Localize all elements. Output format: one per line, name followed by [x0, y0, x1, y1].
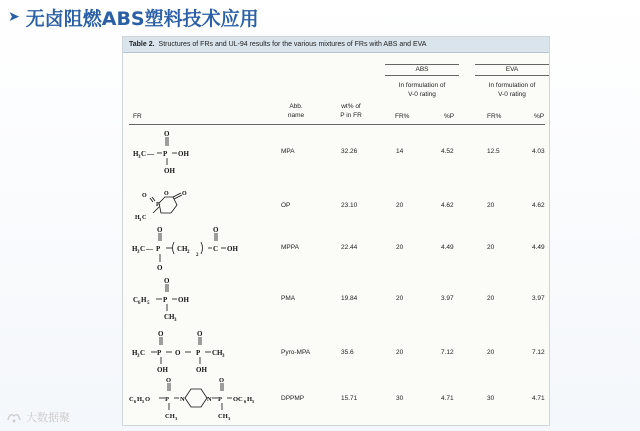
- wt-header-line1: wt% of: [341, 103, 361, 110]
- svg-text:OH: OH: [164, 167, 175, 175]
- mpa-structure-image: [129, 129, 249, 177]
- svg-text:CH: CH: [218, 413, 228, 420]
- row4-wt: 19.84: [341, 295, 358, 302]
- table-caption-label: Table 2.: [129, 41, 155, 48]
- row2-wt: 23.10: [341, 202, 358, 209]
- svg-text:3: 3: [228, 416, 231, 421]
- svg-text:5: 5: [147, 301, 150, 306]
- row6-wt: 15.71: [341, 395, 358, 402]
- row5-abb: Pyro-MPA: [281, 349, 311, 356]
- eva-frpct-header: FR%: [487, 113, 502, 120]
- svg-text:—: —: [146, 245, 153, 253]
- row2-eva-p: 4.62: [532, 202, 545, 209]
- eva-formulation-line1: In formulation of: [488, 82, 536, 89]
- eva-group-header: EVA: [505, 66, 519, 73]
- row1-abs-p: 4.52: [441, 148, 454, 155]
- row4-abs-p: 3.97: [441, 295, 454, 302]
- fr-column-header: FR: [133, 113, 142, 120]
- row3-eva-fr: 20: [487, 244, 495, 251]
- row3-eva-p: 4.49: [532, 244, 545, 251]
- svg-text:O: O: [142, 193, 147, 199]
- row6-eva-fr: 30: [487, 395, 495, 402]
- abs-group-header: ABS: [415, 66, 429, 73]
- row5-wt: 35.6: [341, 349, 354, 356]
- row4-abs-fr: 20: [396, 295, 404, 302]
- watermark-text: 大数据聚: [26, 411, 70, 424]
- row1-eva-fr: 12.5: [487, 148, 500, 155]
- svg-text:H: H: [133, 150, 139, 158]
- dppmp-structure-image: [127, 375, 267, 423]
- row6-abb: DPPMP: [281, 395, 305, 402]
- svg-text:6: 6: [134, 399, 137, 404]
- svg-text:2: 2: [196, 253, 199, 258]
- row3-abb: MPPA: [281, 244, 299, 251]
- svg-text:P: P: [196, 349, 201, 357]
- svg-text:3: 3: [138, 155, 141, 160]
- svg-text:O: O: [166, 377, 172, 384]
- svg-text:P: P: [157, 349, 162, 357]
- svg-text:O: O: [182, 191, 187, 197]
- abs-formulation-line2: V-0 rating: [408, 91, 436, 98]
- eva-header-rule-top: [475, 64, 549, 65]
- row4-abb: PMA: [281, 295, 296, 302]
- svg-text:3: 3: [137, 250, 140, 255]
- svg-text:3: 3: [139, 217, 142, 222]
- svg-text:H: H: [132, 349, 138, 357]
- svg-text:C: C: [141, 150, 147, 158]
- svg-text:OH: OH: [157, 366, 168, 374]
- svg-text:H: H: [247, 396, 253, 403]
- abs-ppct-header: %P: [444, 113, 455, 120]
- row4-eva-p: 3.97: [532, 295, 545, 302]
- svg-text:5: 5: [252, 399, 255, 404]
- abb-header-line2: name: [287, 112, 305, 119]
- svg-text:O: O: [175, 349, 181, 357]
- svg-text:P: P: [163, 296, 168, 304]
- pyro-mpa-structure-image: [129, 329, 259, 377]
- pma-structure-image: [129, 276, 249, 324]
- table-caption: [123, 37, 549, 53]
- row2-abs-fr: 20: [396, 202, 404, 209]
- arrow-bullet-icon: ➤: [8, 9, 20, 25]
- svg-text:3: 3: [174, 318, 177, 323]
- svg-text:O: O: [157, 264, 163, 272]
- mppa-structure-image: [129, 225, 259, 273]
- eva-formulation-line2: V-0 rating: [498, 91, 526, 98]
- svg-text:O: O: [164, 277, 170, 285]
- row6-abs-fr: 30: [396, 395, 404, 402]
- slide-title-text: 无卤阻燃ABS塑料技术应用: [25, 7, 259, 30]
- row2-abs-p: 4.62: [441, 202, 454, 209]
- svg-text:H: H: [137, 396, 143, 403]
- row3-abs-p: 4.49: [441, 244, 454, 251]
- watermark: [6, 408, 70, 426]
- svg-text:P: P: [163, 150, 168, 158]
- row5-eva-fr: 20: [487, 349, 495, 356]
- row2-eva-fr: 20: [487, 202, 495, 209]
- row3-wt: 22.44: [341, 244, 358, 251]
- row1-wt: 32.26: [341, 148, 358, 155]
- abs-frpct-header: FR%: [395, 113, 410, 120]
- svg-text:OH: OH: [227, 245, 238, 253]
- abs-header-rule-mid: [385, 75, 459, 76]
- watermark-logo-icon: [6, 410, 22, 424]
- op-structure-image: [129, 183, 249, 227]
- svg-text:O: O: [157, 226, 163, 234]
- svg-text:H: H: [135, 215, 140, 221]
- svg-text:CH: CH: [177, 245, 188, 253]
- svg-text:O: O: [164, 130, 170, 138]
- svg-text:6: 6: [244, 399, 247, 404]
- svg-text:P: P: [156, 245, 161, 253]
- abs-header-rule-top: [385, 64, 459, 65]
- row1-eva-p: 4.03: [532, 148, 545, 155]
- eva-ppct-header: %P: [534, 113, 545, 120]
- header-rule-bottom: [129, 124, 545, 125]
- svg-text:O: O: [197, 330, 203, 338]
- row5-abs-fr: 20: [396, 349, 404, 356]
- row6-abs-p: 4.71: [441, 395, 454, 402]
- svg-text:O: O: [164, 191, 169, 197]
- svg-text:O: O: [145, 396, 151, 403]
- table-panel: [122, 36, 550, 426]
- row3-abs-fr: 20: [396, 244, 404, 251]
- abs-formulation-line1: In formulation of: [398, 82, 446, 89]
- svg-text:3: 3: [175, 416, 178, 421]
- svg-text:CH: CH: [165, 413, 175, 420]
- eva-header-rule-mid: [475, 75, 549, 76]
- svg-text:O: O: [219, 377, 225, 384]
- row1-abs-fr: 14: [396, 148, 404, 155]
- abb-header-line1: Abb.: [289, 103, 303, 110]
- wt-header-line2: P in FR: [340, 112, 362, 119]
- svg-text:CH: CH: [164, 313, 175, 321]
- row5-eva-p: 7.12: [532, 349, 545, 356]
- svg-text:OH: OH: [196, 366, 207, 374]
- svg-text:OC: OC: [233, 396, 243, 403]
- svg-text:N: N: [207, 396, 212, 403]
- svg-text:P: P: [165, 396, 169, 403]
- svg-text:N: N: [180, 396, 185, 403]
- table-caption-text: Structures of FRs and UL-94 results for the various mixtures of FRs with ABS and EVA: [158, 41, 427, 48]
- row1-abb: MPA: [281, 148, 295, 155]
- svg-text:CH: CH: [212, 349, 223, 357]
- svg-text:O: O: [213, 226, 219, 234]
- svg-text:2: 2: [187, 250, 190, 255]
- svg-text:3: 3: [222, 354, 225, 359]
- slide-title: [8, 4, 259, 30]
- row4-eva-fr: 20: [487, 295, 495, 302]
- svg-text:3: 3: [137, 354, 140, 359]
- row2-abb: OP: [281, 202, 291, 209]
- svg-text:P: P: [218, 396, 222, 403]
- svg-text:OH: OH: [178, 150, 189, 158]
- row6-eva-p: 4.71: [532, 395, 545, 402]
- row5-abs-p: 7.12: [441, 349, 454, 356]
- svg-text:C: C: [140, 245, 146, 253]
- svg-text:H: H: [132, 245, 138, 253]
- svg-text:OH: OH: [178, 296, 189, 304]
- svg-text:O: O: [158, 330, 164, 338]
- svg-text:C: C: [140, 349, 146, 357]
- svg-text:6: 6: [138, 301, 141, 306]
- svg-text:C: C: [213, 245, 219, 253]
- svg-text:—: —: [147, 150, 154, 158]
- svg-text:H: H: [141, 296, 147, 304]
- svg-text:C: C: [142, 215, 147, 221]
- svg-text:5: 5: [142, 399, 145, 404]
- svg-text:C: C: [129, 396, 134, 403]
- svg-text:P: P: [156, 202, 160, 208]
- svg-text:C: C: [133, 296, 139, 304]
